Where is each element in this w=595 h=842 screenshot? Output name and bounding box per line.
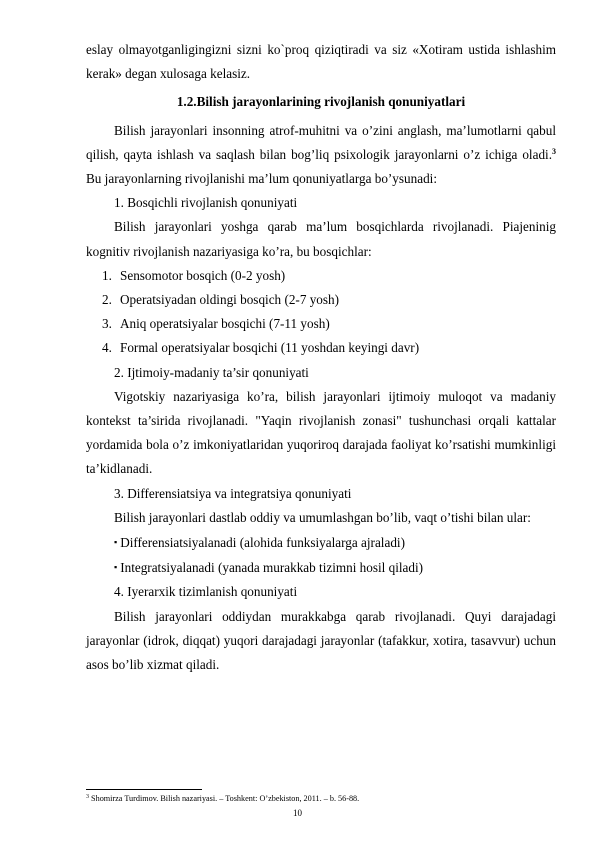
bullet-text: Integratsiyalanadi (yanada murakkab tizimni hosil qiladi) bbox=[120, 560, 424, 576]
law-2-title: 2. Ijtimoiy-madaniy ta’sir qonuniyati bbox=[114, 364, 309, 380]
footnote bbox=[86, 794, 359, 804]
paragraph-overview bbox=[86, 119, 556, 192]
law-4-text: Bilish jarayonlari oddiydan murakkabga qarab rivojlanadi. Quyi darajadagi jarayonlar (idrok, diqqat) yuqori darajadagi jarayonlar (tafakkur, xotira, tasavvur) uchun asos bo’lib xizmat qiladi. bbox=[86, 608, 556, 673]
bullet-item bbox=[86, 555, 556, 580]
section-heading: 1.2.Bilish jarayonlarining rivojlanish qonuniyatlari bbox=[176, 94, 466, 110]
list-item bbox=[86, 312, 556, 336]
law-1-title: 1. Bosqichli rivojlanish qonuniyati bbox=[114, 195, 298, 211]
stages-list bbox=[86, 264, 556, 361]
list-number: 3. bbox=[102, 316, 112, 332]
paragraph-intro: eslay olmayotganligingizni sizni ko`proq qiziqtiradi va siz «Xotiram ustida ishlashim kerak» degan xulosaga kelasiz. bbox=[86, 42, 556, 82]
footnote-text: Shomirza Turdimov. Bilish nazariyasi. – Toshkent: O’zbekiston, 2011. – b. 56-88. bbox=[91, 794, 360, 803]
footnote-divider bbox=[86, 789, 202, 790]
overview-tail: Bu jarayonlarning rivojlanishi ma’lum qonuniyatlarga bo’ysunadi: bbox=[86, 171, 437, 187]
list-number: 1. bbox=[102, 267, 112, 283]
law-4-title: 4. Iyerarxik tizimlanish qonuniyati bbox=[114, 584, 298, 600]
footnote-number: 3 bbox=[86, 794, 89, 800]
bullet-text: Differensiatsiyalanadi (alohida funksiyalarga ajraladi) bbox=[120, 535, 405, 551]
list-number: 4. bbox=[102, 340, 112, 356]
list-text: Operatsiyadan oldingi bosqich (2-7 yosh) bbox=[120, 292, 340, 308]
list-item bbox=[86, 288, 556, 312]
bullet-item bbox=[86, 530, 556, 555]
list-item bbox=[86, 264, 556, 288]
bullet-icon: ▪ bbox=[114, 537, 118, 548]
law-3-text: Bilish jarayonlari dastlab oddiy va umumlashgan bo’lib, vaqt o’tishi bilan ular: bbox=[114, 509, 531, 525]
overview-text: Bilish jarayonlari insonning atrof-muhitni va o’zini anglash, ma’lumotlarni qabul qilish, qayta ishlash va saqlash bilan bog’liq psixologik jarayonlarni o’z ichiga oladi. bbox=[86, 122, 556, 162]
law-1-text: Bilish jarayonlari yoshga qarab ma’lum bosqichlarda rivojlanadi. Piajeninig kognitiv rivojlanish nazariyasiga ko’ra, bu bosqichlar: bbox=[86, 219, 556, 259]
list-number: 2. bbox=[102, 292, 112, 308]
list-text: Sensomotor bosqich (0-2 yosh) bbox=[120, 267, 286, 283]
list-item bbox=[86, 336, 556, 360]
document-page bbox=[86, 38, 556, 677]
law-2-text: Vigotskiy nazariyasiga ko’ra, bilish jarayonlari ijtimoiy muloqot va madaniy kontekst ta’sirida rivojlanadi. "Yaqin rivojlanish zonasi" tushunchasi orqali kattalar yordamida bola o’z imkoniyatlaridan yuqoriroq darajada faoliyat ko’rsatishi mumkinligi ta’kidlanadi. bbox=[86, 388, 556, 477]
list-text: Formal operatsiyalar bosqichi (11 yoshdan keyingi davr) bbox=[120, 340, 420, 356]
list-text: Aniq operatsiyalar bosqichi (7-11 yosh) bbox=[120, 316, 330, 332]
page-number: 10 bbox=[293, 808, 302, 818]
law-3-title: 3. Differensiatsiya va integratsiya qonuniyati bbox=[114, 485, 352, 501]
footnote-ref[interactable]: 3 bbox=[552, 146, 556, 156]
bullet-icon: ▪ bbox=[114, 562, 118, 573]
